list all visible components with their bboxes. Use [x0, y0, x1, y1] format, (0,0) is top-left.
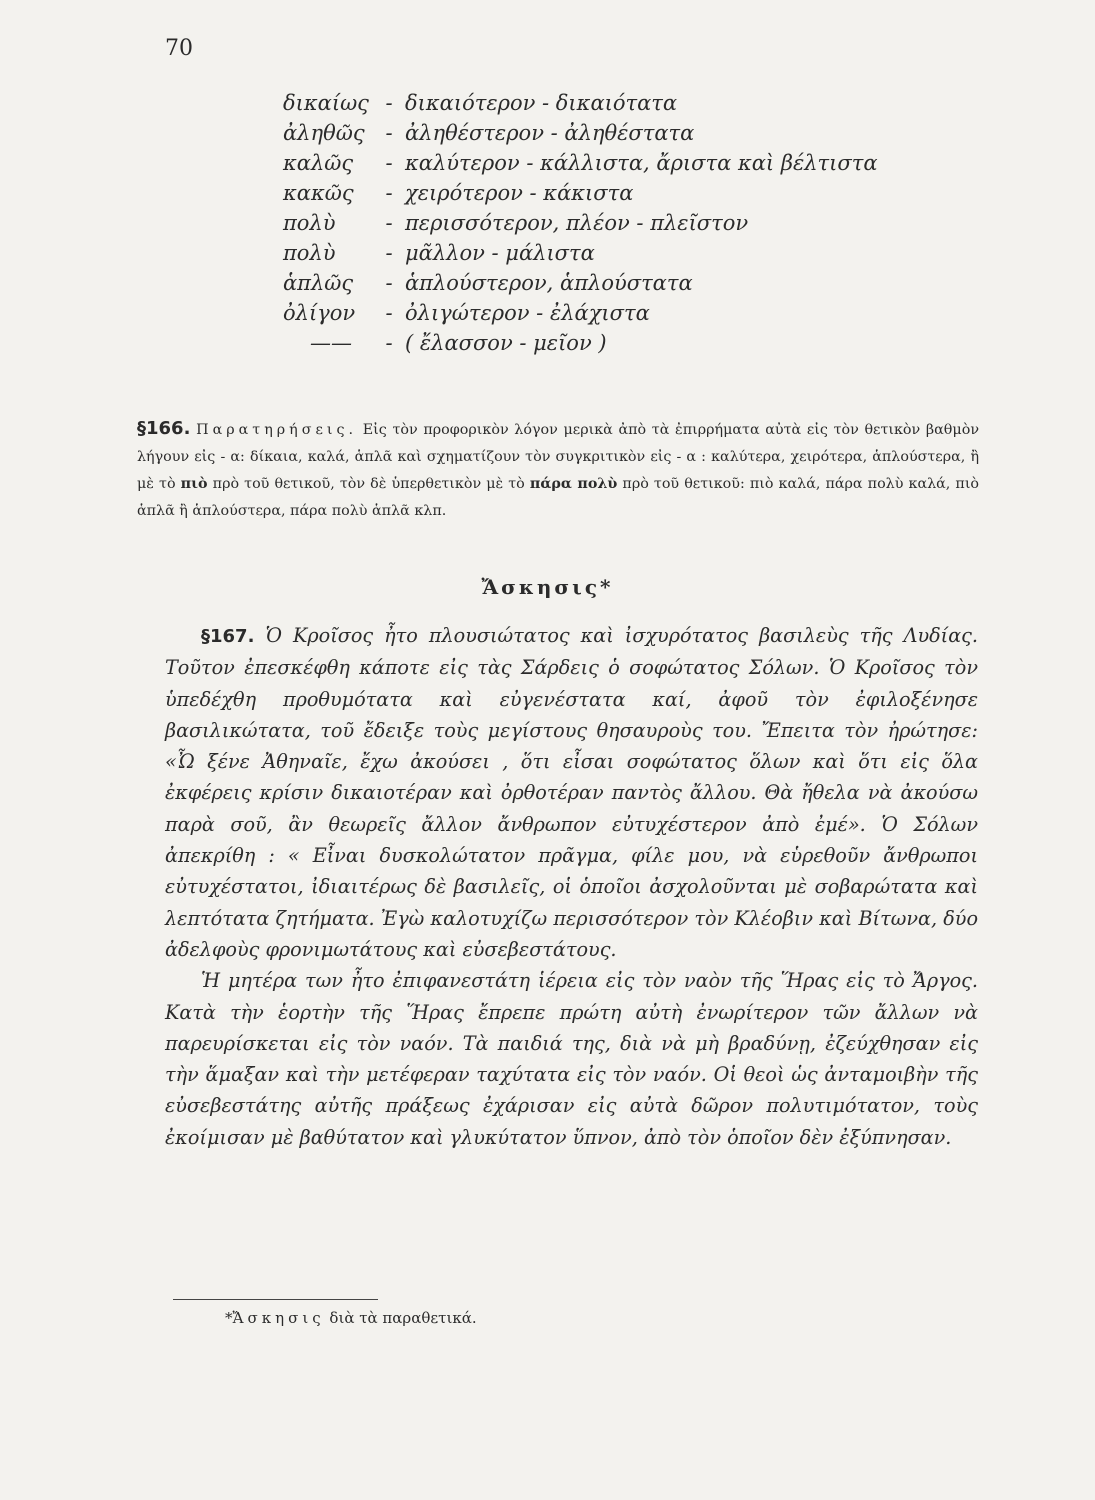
adverb-positive: ἀληθῶς	[283, 121, 365, 145]
adverb-row	[283, 328, 878, 358]
bold-term: πιὸ	[180, 476, 208, 492]
adverb-row	[283, 178, 878, 208]
adverb-row	[283, 88, 878, 118]
note-text: - α: δίκαια, καλά, ἁπλᾶ καὶ σχηματίζουν τὸν συγκριτικὸν εἰς - α : καλύτερα, χειρότερα, ἁπλούστερα, ἢ μὲ τὸ	[137, 449, 980, 492]
section-number: §166.	[137, 418, 191, 439]
adverb-row	[283, 268, 878, 298]
bold-term: πάρα πολὺ	[529, 476, 618, 492]
adverb-dash: -	[385, 181, 393, 205]
section-166-paragraph	[137, 415, 979, 525]
adverb-dash: -	[385, 151, 393, 175]
adverb-positive: ἁπλῶς	[283, 271, 354, 295]
adverb-row	[283, 118, 878, 148]
adverb-dash: -	[385, 241, 393, 265]
exercise-paragraph	[165, 620, 978, 965]
adverb-forms: δικαιότερον - δικαιότατα	[405, 91, 678, 115]
note-text: πρὸ τοῦ θετικοῦ: πιὸ καλά, πάρα πολὺ καλά, πιὸ ἁπλᾶ ἢ ἁπλούστερα, πάρα πολὺ ἁπλᾶ κλπ.	[137, 476, 980, 519]
footnote-rule	[173, 1299, 378, 1300]
adverb-forms: περισσότερον, πλέον - πλεῖστον	[405, 211, 749, 235]
adverb-forms: καλύτερον - κάλλιστα, ἄριστα καὶ βέλτιστα	[405, 151, 878, 175]
section-167-exercise	[165, 620, 978, 1153]
exercise-heading: Ἄσκησις*	[481, 575, 614, 599]
adverb-dash: -	[385, 301, 393, 325]
adverb-row	[283, 238, 878, 268]
adverb-dash: -	[385, 331, 393, 355]
adverb-positive: κακῶς	[283, 181, 354, 205]
adverb-forms: μᾶλλον - μάλιστα	[405, 241, 595, 265]
adverb-dash: -	[385, 211, 393, 235]
section-number: §167.	[201, 626, 255, 647]
footnote-text: διὰ τὰ παραθετικά.	[329, 1309, 477, 1327]
adverb-dash: -	[385, 121, 393, 145]
adverb-forms: ὀλιγώτερον - ἐλάχιστα	[405, 301, 650, 325]
adverb-row	[283, 208, 878, 238]
adverb-positive: πολὺ	[283, 241, 336, 265]
adverb-forms: ( ἔλασσον - μεῖον )	[405, 331, 607, 355]
adverb-positive: πολὺ	[283, 211, 336, 235]
exercise-text: Ὁ Κροῖσος ἦτο πλουσιώτατος καὶ ἰσχυρότατος βασιλεὺς τῆς Λυδίας. Τοῦτον ἐπεσκέφθη κάποτε εἰς τὰς Σάρδεις ὁ σοφώτατος Σόλων. Ὁ Κροῖσος τὸν ὑπεδέχθη προθυμότατα καὶ εὐγενέστατα καί, ἀφοῦ τὸν ἐφιλοξένησε βασιλικώτατα, τοῦ ἔδειξε τοὺς μεγίστους θησαυροὺς του. Ἔπειτα τὸν ἠρώτησε: «Ὦ ξένε Ἀθηναῖε, ἔχω ἀκούσει , ὅτι εἶσαι σοφώτατος ὅλων καὶ ὅτι εἰς ὅλα ἐκφέρεις κρίσιν δικαιοτέραν καὶ ὀρθοτέραν παντὸς ἄλλου. Θὰ ἤθελα νὰ ἀκούσω παρὰ σοῦ, ἂν θεωρεῖς ἄλλον ἄνθρωπον εὐτυχέστερον ἀπὸ ἐμέ». Ὁ Σόλων ἀπεκρίθη : « Εἶναι δυσκολώτατον πρᾶγμα, φίλε μου, νὰ εὑρεθοῦν ἄνθρωποι εὐτυχέστατοι, ἰδιαιτέρως δὲ βασιλεῖς, οἱ ὁποῖοι ἀσχολοῦνται μὲ σοβαρώτατα καὶ λεπτότατα ζητήματα. Ἐγὼ καλοτυχίζω περισσότερον τὸν Κλέοβιν καὶ Βίτωνα, δύο ἀδελφοὺς φρονιμωτάτους καὶ εὐσεβεστάτους.	[165, 624, 978, 961]
adverb-positive: δικαίως	[283, 91, 369, 115]
footnote-word: Ἄσκησις	[232, 1309, 325, 1327]
exercise-paragraph: Ἡ μητέρα των ἦτο ἐπιφανεστάτη ἱέρεια εἰς τὸν ναὸν τῆς Ἥρας εἰς τὸ Ἄργος. Κατὰ τὴν ἑορτὴν τῆς Ἥρας ἔπρεπε πρώτη αὐτὴ ἐνωρίτερον τῶν ἄλλων νὰ παρευρίσκεται εἰς τὸν ναόν. Τὰ παιδιά της, διὰ νὰ μὴ βραδύνῃ, ἐζεύχθησαν εἰς τὴν ἅμαξαν καὶ τὴν μετέφεραν ταχύτατα εἰς τὸν ναόν. Οἱ θεοὶ ὡς ἀνταμοιβὴν τῆς εὐσεβεστάτης αὐτῆς πράξεως ἐχάρισαν εἰς αὐτὰ δῶρον πολυτιμότατον, τοὺς ἐκοίμισαν μὲ βαθύτατον καὶ γλυκύτατον ὕπνον, ἀπὸ τὸν ὁποῖον δὲν ἐξύπνησαν.	[165, 969, 978, 1149]
section-166-note	[137, 415, 979, 525]
footnote-mark: *	[225, 1309, 233, 1327]
page-number: 70	[165, 36, 193, 61]
adverb-positive: ὀλίγον	[283, 301, 356, 325]
adverb-row	[283, 298, 878, 328]
section-heading: Παρατηρήσεις.	[196, 422, 358, 438]
adverb-forms: χειρότερον - κάκιστα	[405, 181, 634, 205]
footnote	[225, 1309, 477, 1327]
adverb-comparison-table	[283, 88, 878, 358]
adverb-positive: καλῶς	[283, 151, 354, 175]
note-text: Εἰς τὸν προφορικὸν λόγον μερικὰ ἀπὸ τὰ ἐπιρρήματα αὐτὰ εἰς τὸν θετικὸν βαθμὸν λήγουν εἰς	[137, 422, 980, 465]
adverb-forms: ἀληθέστερον - ἀληθέστατα	[405, 121, 695, 145]
adverb-dash: -	[385, 271, 393, 295]
adverb-row	[283, 148, 878, 178]
note-text: πρὸ τοῦ θετικοῦ, τὸν δὲ ὑπερθετικὸν μὲ τὸ	[212, 476, 525, 492]
adverb-positive: ——	[310, 331, 352, 355]
adverb-dash: -	[385, 91, 393, 115]
adverb-forms: ἁπλούστερον, ἁπλούστατα	[405, 271, 693, 295]
